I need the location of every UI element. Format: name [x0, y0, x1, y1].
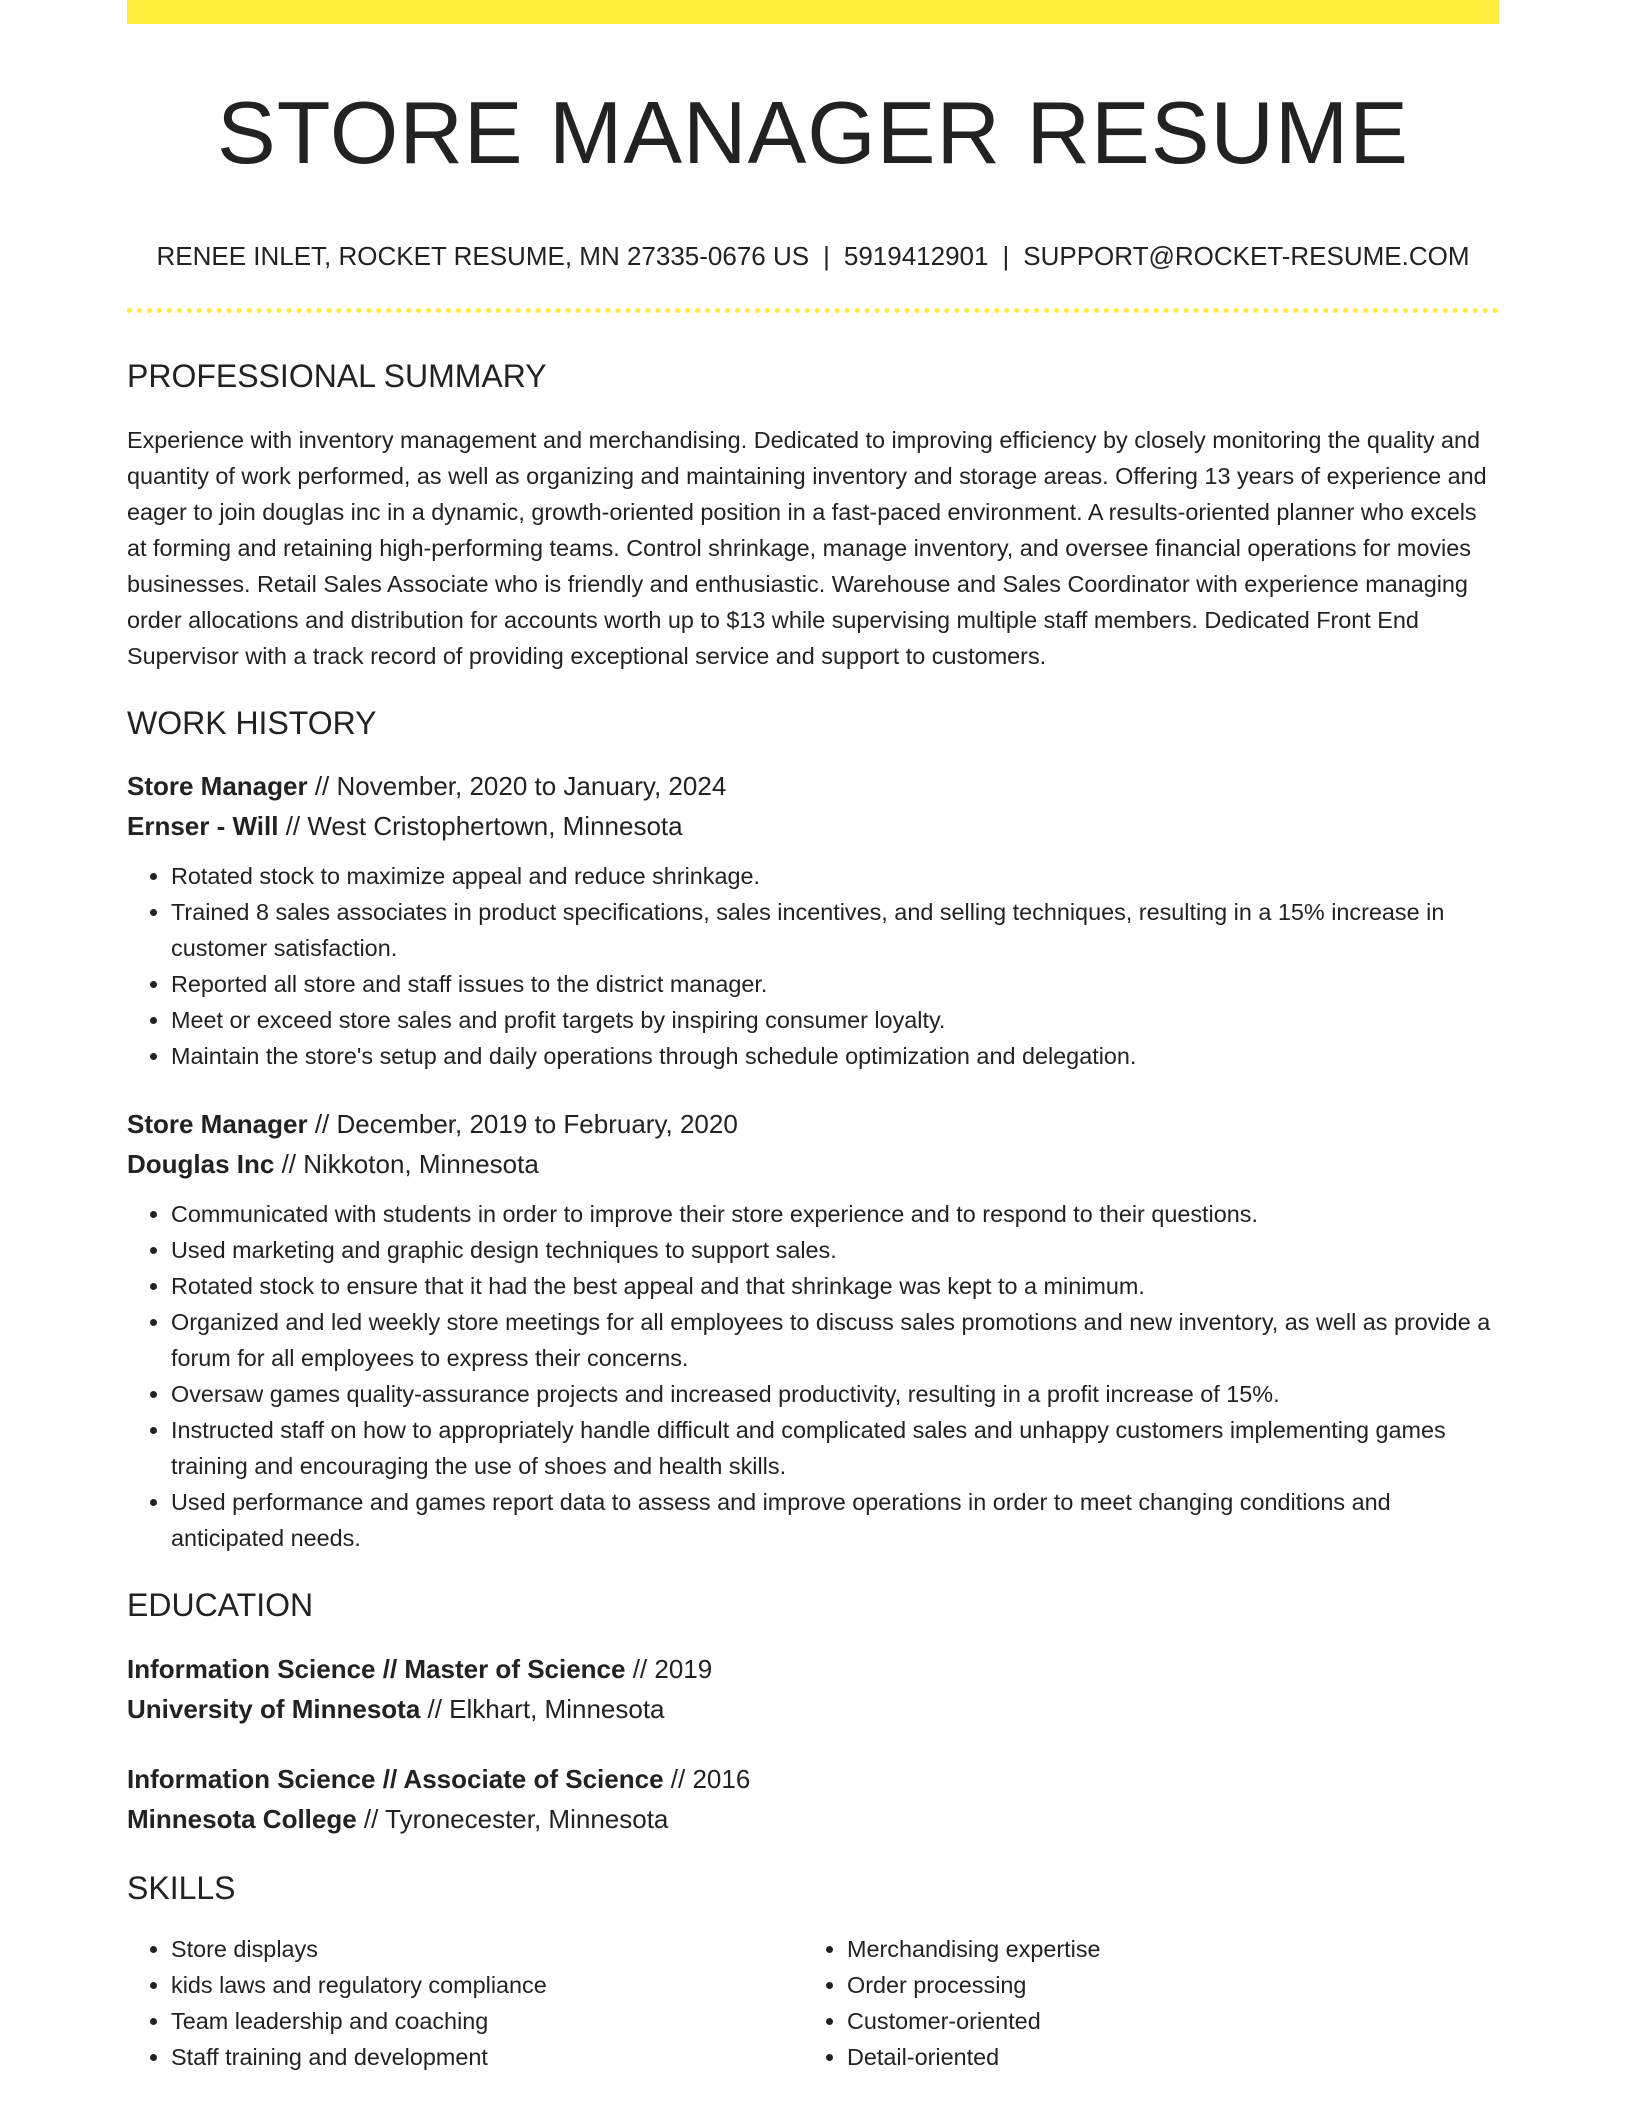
job-title: Store Manager [127, 771, 308, 802]
contact-line [127, 241, 1499, 272]
education-heading: EDUCATION [127, 1587, 314, 1624]
skill-item: • kids laws and regulatory compliance [171, 1967, 803, 2003]
job-company: Douglas Inc [127, 1149, 275, 1180]
job-bullet: • Used performance and games report data to assess and improve operations in order to meet changing conditions and anticipated needs. [171, 1484, 1499, 1556]
job-entry [127, 1104, 1499, 1556]
job-bullet: • Organized and led weekly store meetings for all employees to discuss sales promotions and new inventory, as well as provide a forum for all employees to express their concerns. [171, 1304, 1499, 1376]
resume-content [127, 0, 1499, 2075]
job-bullet: • Communicated with students in order to improve their store experience and to respond to their questions. [171, 1196, 1499, 1232]
job-company-line [127, 806, 1499, 846]
job-title-line [127, 1104, 1499, 1144]
job-bullet: • Oversaw games quality-assurance projects and increased productivity, resulting in a profit increase of 15%. [171, 1376, 1499, 1412]
job-bullet: • Instructed staff on how to appropriately handle difficult and complicated sales and unhappy customers implementing games training and encouraging the use of shoes and health skills. [171, 1412, 1499, 1484]
job-bullet: • Maintain the store's setup and daily operations through schedule optimization and delegation. [171, 1038, 1499, 1074]
job-bullet: • Meet or exceed store sales and profit targets by inspiring consumer loyalty. [171, 1002, 1499, 1038]
skill-item: • Detail-oriented [847, 2039, 1479, 2075]
skill-item: • Staff training and development [171, 2039, 803, 2075]
job-company-line [127, 1144, 1499, 1184]
education-degree-line [127, 1759, 1499, 1799]
job-title: Store Manager [127, 1109, 308, 1140]
work-history-heading: WORK HISTORY [127, 704, 377, 741]
job-bullet: • Used marketing and graphic design techniques to support sales. [171, 1232, 1499, 1268]
contact-email: SUPPORT@ROCKET-RESUME.COM [1023, 241, 1470, 272]
job-bullet: • Rotated stock to ensure that it had the best appeal and that shrinkage was kept to a minimum. [171, 1268, 1499, 1304]
job-bullets [127, 858, 1499, 1074]
summary-text: Experience with inventory management and merchandising. Dedicated to improving efficiency by closely monitoring the quality and quantity of work performed, as well as organizing and maintaining inventory and storage areas. Offering 13 years of experience and eager to join douglas inc in a dynamic, growth-oriented position in a fast-paced environment. A results-oriented planner who excels at forming and retaining high-performing teams. Control shrinkage, manage inventory, and oversee financial operations for movies businesses. Retail Sales Associate who is friendly and enthusiastic. Warehouse and Sales Coordinator with experience managing order allocations and distribution for accounts worth up to $13 while supervising multiple staff members. Dedicated Front End Supervisor with a track record of providing exceptional service and support to customers. [127, 426, 1487, 669]
contact-address: RENEE INLET, ROCKET RESUME, MN 27335-0676 US [156, 241, 810, 272]
job-location: // West Cristophertown, Minnesota [278, 811, 683, 842]
skill-item: • Team leadership and coaching [171, 2003, 803, 2039]
summary-heading: PROFESSIONAL SUMMARY [127, 358, 547, 395]
job-location: // Nikkoton, Minnesota [274, 1149, 539, 1180]
education-year: // 2019 [625, 1653, 713, 1684]
skills-column-left [127, 1931, 803, 2075]
skills-column-right [803, 1931, 1479, 2075]
skill-item: • Customer-oriented [847, 2003, 1479, 2039]
contact-phone: 5919412901 [843, 241, 989, 272]
top-accent-bar [127, 0, 1499, 24]
skills-list [127, 1931, 1499, 2075]
header-divider [127, 308, 1499, 313]
education-school: Minnesota College [127, 1803, 357, 1834]
resume-title: STORE MANAGER RESUME [217, 83, 1409, 182]
education-year: // 2016 [663, 1763, 751, 1794]
job-bullets [127, 1196, 1499, 1556]
education-location: // Elkhart, Minnesota [420, 1693, 665, 1724]
education-degree: Information Science // Associate of Science [127, 1763, 664, 1794]
skill-item: • Merchandising expertise [847, 1931, 1479, 1967]
job-entry [127, 766, 1499, 1074]
contact-separator: | [823, 241, 830, 272]
education-school: University of Minnesota [127, 1693, 421, 1724]
job-dates: // December, 2019 to February, 2020 [307, 1109, 738, 1140]
job-title-line [127, 766, 1499, 806]
skills-heading: SKILLS [127, 1869, 236, 1906]
education-school-line [127, 1689, 1499, 1729]
job-bullet: • Rotated stock to maximize appeal and reduce shrinkage. [171, 858, 1499, 894]
job-company: Ernser - Will [127, 811, 279, 842]
education-degree-line [127, 1649, 1499, 1689]
education-location: // Tyronecester, Minnesota [356, 1803, 669, 1834]
education-entry [127, 1759, 1499, 1839]
education-entry [127, 1649, 1499, 1729]
education-degree: Information Science // Master of Science [127, 1653, 626, 1684]
job-bullet: • Trained 8 sales associates in product specifications, sales incentives, and selling techniques, resulting in a 15% increase in customer satisfaction. [171, 894, 1499, 966]
job-dates: // November, 2020 to January, 2024 [307, 771, 727, 802]
education-school-line [127, 1799, 1499, 1839]
skill-item: • Store displays [171, 1931, 803, 1967]
job-bullet: • Reported all store and staff issues to the district manager. [171, 966, 1499, 1002]
contact-separator: | [1002, 241, 1010, 272]
skill-item: • Order processing [847, 1967, 1479, 2003]
